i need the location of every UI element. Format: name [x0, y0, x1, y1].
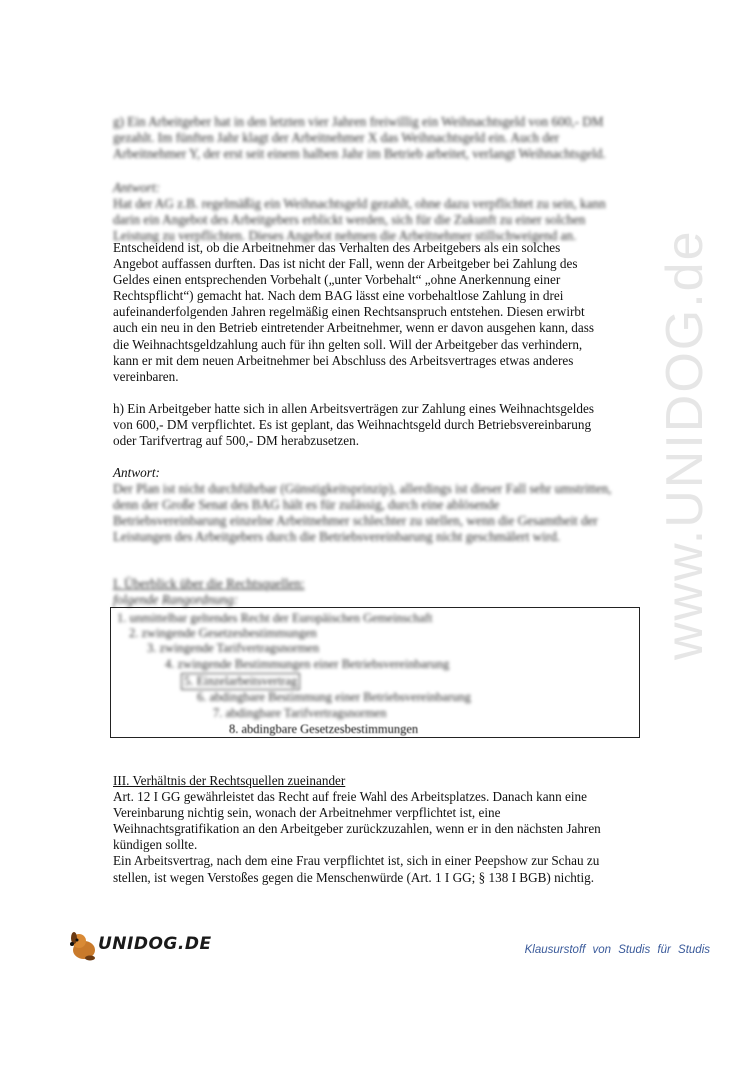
text-line: die Weihnachtsgeldzahlung auch für ihn gelten soll. Will der Arbeitgeber das verhindern,: [113, 336, 583, 352]
text-line: Art. 12 I GG gewährleistet das Recht auf freie Wahl des Arbeitsplatzes. Danach kann eine: [113, 789, 588, 805]
text-line: Arbeitnehmer Y, der erst seit einem halben Jahr im Betrieb arbeitet, verlangt Weihnachtsgeld.: [113, 146, 606, 162]
answer-h: [113, 465, 633, 545]
answer-g-text: [113, 240, 633, 385]
answer-label: Antwort:: [113, 465, 160, 480]
logo-text: UNIDOG.DE: [98, 934, 212, 954]
footer-tagline: Klausurstoff von Studis für Studis: [524, 944, 710, 956]
text-line: Vereinbarung nichtig sein, wonach der Arbeitnehmer verpflichtet ist, eine: [113, 805, 501, 821]
ranking-box: [110, 607, 640, 738]
text-line: aufeinanderfolgenden Jahren regelmäßig einen Rechtsanspruch entstehen. Diesen erwirbt: [113, 304, 585, 320]
text-line: Der Plan ist nicht durchführbar (Günstigkeitsprinzip), allerdings ist dieser Fall sehr umstritten,: [113, 481, 612, 497]
rank-item: 3. zwingende Tarifvertragsnormen: [147, 641, 320, 655]
text-line: Leistungen des Arbeitgebers durch die Betriebsvereinbarung nicht geschmälert wird.: [113, 529, 561, 545]
answer-h-blurred: [113, 481, 633, 545]
section-heading: III. Verhältnis der Rechtsquellen zueinander: [113, 773, 346, 788]
text-line: Geldes einen entsprechenden Vorbehalt („unter Vorbehalt“ „ohne Anerkennung einer: [113, 272, 561, 288]
text-line: Ein Arbeitsvertrag, nach dem eine Frau verpflichtet ist, sich in einer Peepshow zur Schau zu: [113, 853, 600, 869]
text-line: oder Tarifvertrag auf 500,- DM herabzusetzen.: [113, 433, 359, 449]
section-i-heading-block: [113, 576, 633, 608]
text-line: Rechtspflicht“) gemacht hat. Nach dem BAG lässt eine vorbehaltlose Zahlung in drei: [113, 288, 564, 304]
question-h: [113, 401, 633, 449]
question-g-blurred: [113, 114, 633, 162]
text-line: stellen, ist wegen Verstoßes gegen die Menschenwürde (Art. 1 I GG; § 138 I BGB) nichtig.: [113, 869, 595, 885]
text-line: Leistung zu verpflichten. Dieses Angebot nehmen die Arbeitnehmer stillschweigend an.: [113, 228, 577, 244]
text-line: Entscheidend ist, ob die Arbeitnehmer das Verhalten des Arbeitgebers als ein solches: [113, 240, 561, 255]
answer-label: Antwort:: [113, 180, 160, 195]
text-line: darin ein Angebot des Arbeitgebers erblickt werden, sich für die Zukunft zu einer solchen: [113, 212, 586, 228]
rank-item: 8. abdingbare Gesetzesbestimmungen: [229, 722, 419, 736]
text-line: kann er mit dem neuen Arbeitnehmer bei Abschluss des Arbeitsvertrages etwas anderes: [113, 352, 574, 368]
section-iii: [113, 773, 633, 886]
unidog-logo[interactable]: [68, 930, 212, 960]
answer-g-blurred: [113, 180, 633, 244]
rank-item-highlighted: 5. Einzelarbeitsvertrag: [181, 673, 300, 690]
text-line: gezahlt. Im fünften Jahr klagt der Arbeitnehmer X das Weihnachtsgeld ein. Auch der: [113, 130, 560, 146]
rank-item: 1. unmittelbar geltendes Recht der Europäischen Gemeinschaft: [117, 611, 433, 625]
rank-item: 6. abdingbare Bestimmung einer Betriebsvereinbarung: [197, 690, 471, 704]
text-line: vereinbaren.: [113, 368, 179, 384]
section-subheading: folgende Rangordnung:: [113, 592, 239, 608]
text-line: kündigen sollte.: [113, 837, 198, 853]
text-line: Weihnachtsgratifikation an den Arbeitgeber zurückzuzahlen, wenn er in den nächsten Jahren: [113, 821, 601, 837]
dog-mascot-icon: [68, 930, 102, 962]
text-line: h) Ein Arbeitgeber hatte sich in allen Arbeitsverträgen zur Zahlung eines Weihnachtsgeldes: [113, 401, 594, 416]
text-line: Hat der AG z.B. regelmäßig ein Weihnachtsgeld gezahlt, ohne dazu verpflichtet zu sein, kann: [113, 196, 606, 212]
text-line: von 600,- DM verpflichtet. Es ist geplant, das Weihnachtsgeld durch Betriebsvereinbarung: [113, 417, 592, 433]
text-line: denn der Große Senat des BAG hält es für zulässig, durch eine ablösende: [113, 497, 500, 513]
rank-item: 7. abdingbare Tarifvertragsnormen: [213, 706, 387, 720]
watermark-text: www.UNIDOG.de: [656, 229, 714, 660]
text-line: auch ein neu in den Betrieb eintretender Arbeitnehmer, wenn er davon ausgehen kann, dass: [113, 320, 595, 336]
text-line: Betriebsvereinbarung einzelne Arbeitnehmer schlechter zu stellen, wenn die Gesamtheit der: [113, 513, 598, 529]
watermark: [655, 229, 715, 1080]
text-line: Angebot auffassen durften. Das ist nicht der Fall, wenn der Arbeitgeber bei Zahlung des: [113, 256, 578, 272]
text-line: g) Ein Arbeitgeber hat in den letzten vier Jahren freiwillig ein Weihnachtsgeld von 600,- DM: [113, 114, 604, 129]
rank-item: 4. zwingende Bestimmungen einer Betriebsvereinbarung: [165, 657, 450, 671]
rank-item: 2. zwingende Gesetzesbestimmungen: [129, 626, 317, 640]
section-heading: I. Überblick über die Rechtsquellen:: [113, 576, 305, 591]
